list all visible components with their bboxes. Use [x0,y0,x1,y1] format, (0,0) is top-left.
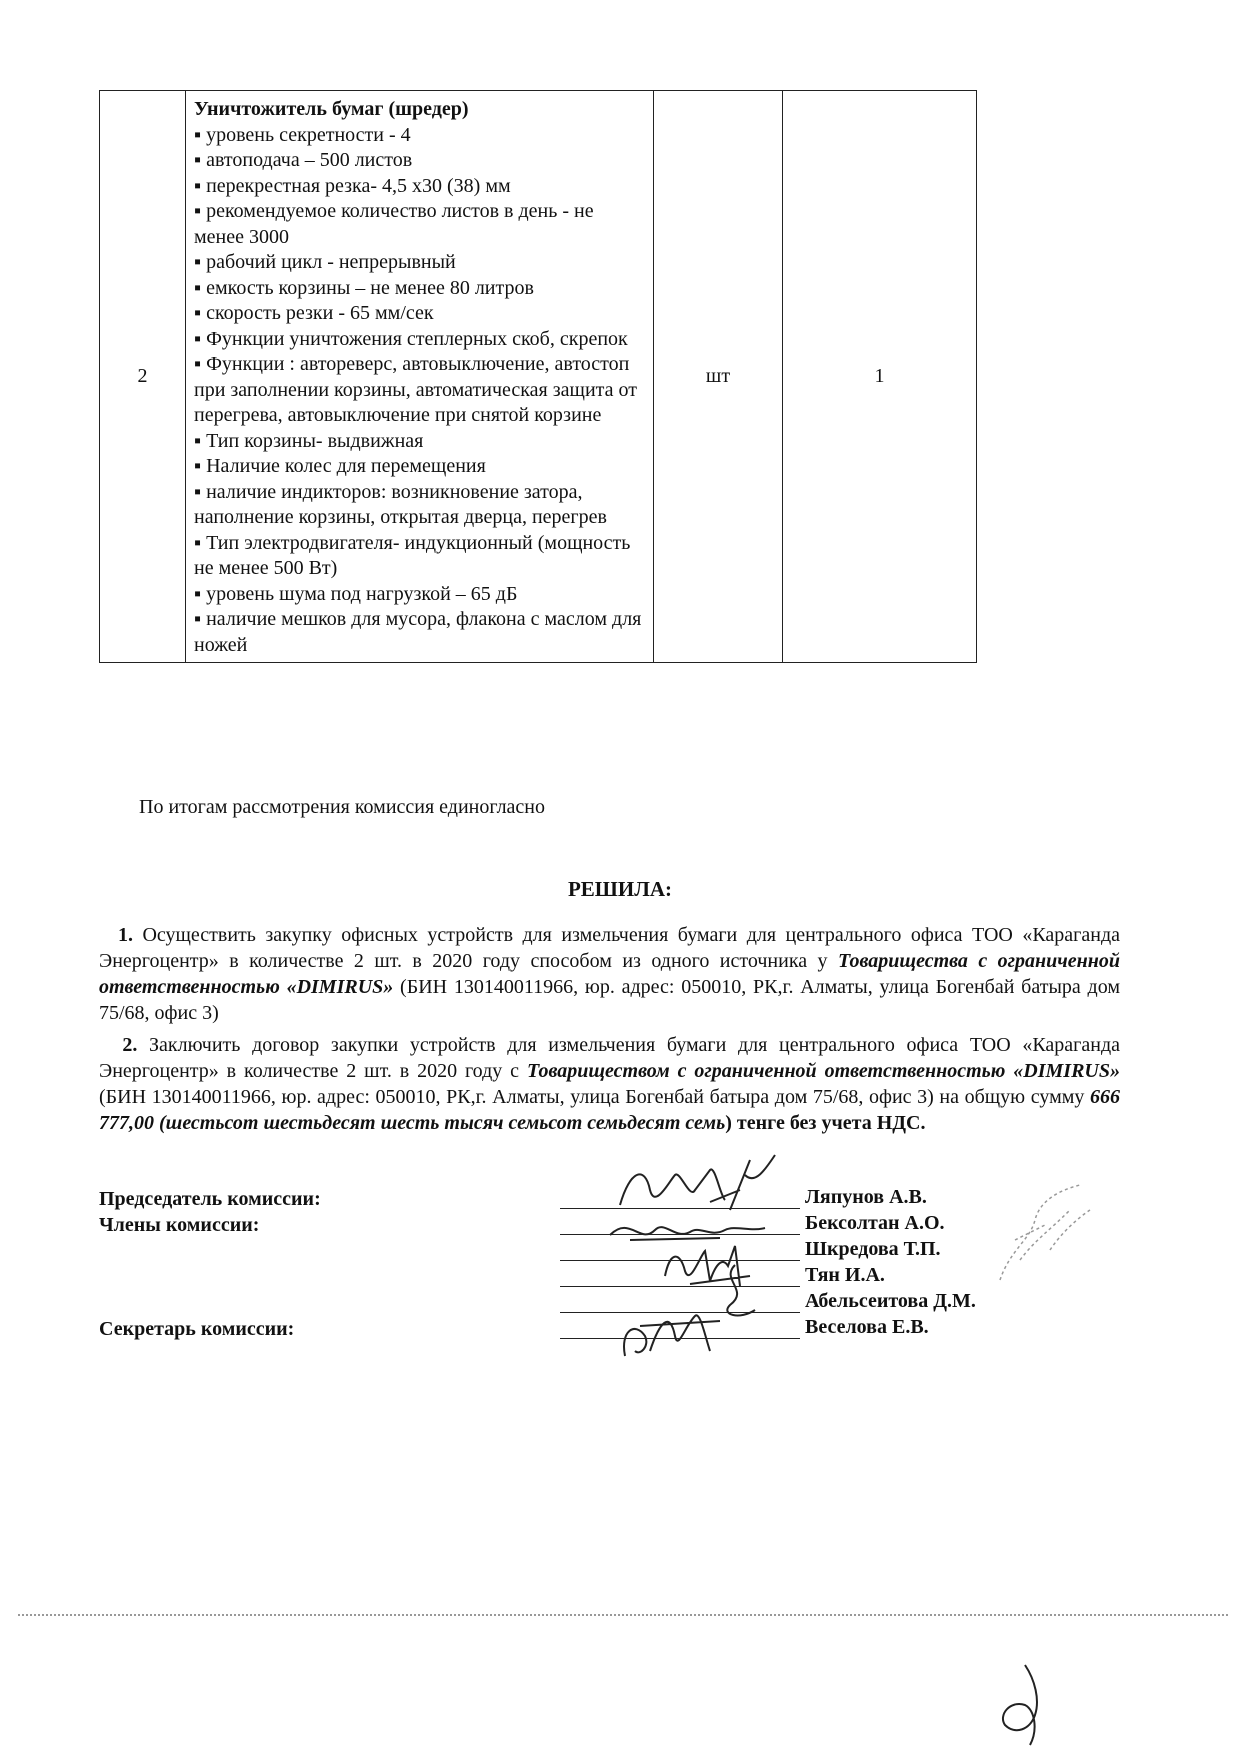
member-name: Абельсеитова Д.М. [805,1290,976,1312]
decision-number: 1. [117,924,133,946]
spec-line: ▪ уровень секретности - 4 [194,123,411,146]
decision-text: Заключить договор закупки устройств для измельчения бумаги для центрального офиса ТОО «Караганда Энергоцентр» в количестве 2 шт. в 2020 году с [99,1034,1121,1082]
row-number: 2 [137,365,148,387]
chair-label: Председатель комиссии: [99,1188,321,1210]
summary-text: По итогам рассмотрения комиссия единогласно [139,796,546,818]
scan-artifact-line [18,1614,1228,1616]
spec-line: ▪ перекрестная резка- 4,5 х30 (38) мм [194,174,511,197]
spec-line: ▪ Функции уничтожения степлерных скоб, скрепок [194,327,628,350]
row-number-cell [100,91,186,663]
secretary-label: Секретарь комиссии: [99,1318,295,1340]
spec-line: ▪ емкость корзины – не менее 80 литров [194,276,534,299]
spec-line: ▪ рабочий цикл - непрерывный [194,251,456,273]
row-description-cell [186,91,654,663]
table-row [100,91,977,663]
spec-line: ▪ Тип электродвигателя- индукционный (мощность не менее 500 Вт) [194,531,631,579]
spec-line: ▪ наличие индикторов: возникновение затора, наполнение корзины, открытая дверца, перегрев [194,480,607,528]
decision-text: ) тенге без учета НДС. [725,1112,926,1134]
member-name: Ляпунов А.В. [805,1186,927,1208]
member-name: Тян И.А. [805,1264,885,1286]
quantity-value: 1 [874,365,885,387]
supplier-name: Товарищества с ограниченной ответственностью «DIMIRUS» [99,950,1120,998]
page-initial-scribble [980,1660,1070,1750]
items-table [99,90,977,663]
members-label: Члены комиссии: [99,1214,260,1236]
supplier-name: Товариществом с ограниченной ответственностью «DIMIRUS» [526,1060,1120,1082]
quantity-cell [783,91,977,663]
decision-number: 2. [122,1034,138,1056]
spec-line: ▪ наличие мешков для мусора, флакона с маслом для ножей [194,608,642,656]
member-name: Веселова Е.В. [805,1316,929,1338]
decision-text: (БИН 130140011966, юр. адрес: 050010, РК,г. Алматы, улица Богенбай батыра дом 75/68, офис 3) на общую сумму [99,1086,1090,1108]
item-title: Уничтожитель бумаг (шредер) [194,98,469,120]
signature-scribble-secretary [600,1296,740,1366]
decision-text: (БИН 130140011966, юр. адрес: 050010, РК,г. Алматы, улица Богенбай батыра дом 75/68, офис 3) [99,976,1120,1024]
signature-scribble-faint [990,1180,1100,1290]
member-name: Шкредова Т.П. [805,1238,941,1260]
spec-line: ▪ Тип корзины- выдвижная [194,429,424,452]
decision-item-2 [99,1032,1120,1136]
spec-line: ▪ скорость резки - 65 мм/сек [194,302,434,324]
spec-line: ▪ Наличие колес для перемещения [194,455,486,477]
member-name: Бексолтан А.О. [805,1212,945,1234]
spec-line: ▪ рекомендуемое количество листов в день - не менее 3000 [194,200,594,248]
spec-line: ▪ Функции : автореверс, автовыключение, автостоп при заполнении корзины, автоматическая защита от перегрева, автовыключение при снятой корзине [194,353,637,426]
unit-cell [654,91,783,663]
spec-line: ▪ автоподача – 500 листов [194,149,413,171]
decision-item-1 [99,922,1120,1026]
spec-line: ▪ уровень шума под нагрузкой – 65 дБ [194,582,518,605]
decision-text: Осуществить закупку офисных устройств для измельчения бумаги для центрального офиса ТОО «Караганда Энергоцентр» в количестве 2 шт. в 2020 году способом из одного источника у [99,924,1120,972]
contract-amount: 666 777,00 (шестьсот шестьдесят шесть тысяч семьсот семьдесят семь [99,1086,1120,1134]
unit-value: шт [705,365,731,387]
decision-heading: РЕШИЛА: [567,877,673,901]
